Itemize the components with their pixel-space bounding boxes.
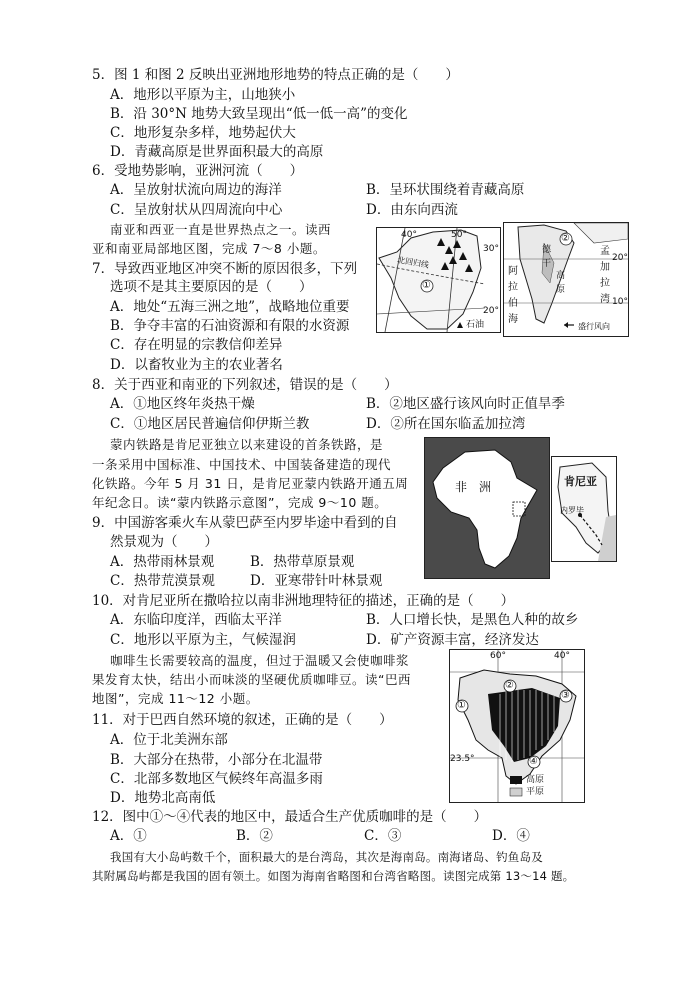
africa-map <box>424 437 550 579</box>
q8-stem: 8．关于西亚和南亚的下列叙述，错误的是（ ） <box>92 377 398 393</box>
west-asia-lat-30: 30° <box>483 244 499 254</box>
q5-stem: 5．图 1 和图 2 反映出亚洲地形地势的特点正确的是（ ） <box>92 67 459 83</box>
brazil-marker-1: ① <box>457 700 466 711</box>
plateau-legend-label: 高原 <box>526 775 545 785</box>
q10-option-b: B．人口增长快，是黑色人种的故乡 <box>366 612 579 628</box>
bay-of-bengal-char-1: 孟 <box>600 246 610 257</box>
bay-of-bengal-char-4: 湾 <box>600 294 610 305</box>
q12-option-a: A．① <box>110 828 147 844</box>
prevailing-wind-legend: 盛行风向 <box>578 322 610 331</box>
q7-option-c: C．存在明显的宗教信仰差异 <box>110 337 283 353</box>
q11-option-b: B．大部分在热带，小部分在北温带 <box>110 752 323 768</box>
plain-legend-label: 平原 <box>526 787 545 797</box>
intro-9-10-line4: 年纪念日。读“蒙内铁路示意图”，完成 9～10 题。 <box>92 495 388 510</box>
q11-option-d: D．地势北高南低 <box>110 790 216 806</box>
q9-option-b: B．热带草原景观 <box>250 554 355 570</box>
west-asia-lon-50: 50° <box>451 230 467 240</box>
q11-option-c: C．北部多数地区气候终年高温多雨 <box>110 771 323 787</box>
arabian-sea-char-3: 伯 <box>508 298 518 309</box>
intro-9-10-line1: 蒙内铁路是肯尼亚独立以来建设的首条铁路，是 <box>110 437 384 452</box>
intro-9-10-line3: 化铁路。今年 5 月 31 日，是肯尼亚蒙内铁路开通五周 <box>92 476 409 491</box>
intro-11-12-line3: 地图”，完成 11～12 小题。 <box>92 691 259 706</box>
south-asia-lat-10: 10° <box>612 297 628 307</box>
q6-stem: 6．受地势影响，亚洲河流（ ） <box>92 163 304 179</box>
south-asia-map <box>503 222 629 337</box>
q12-option-b: B．② <box>236 828 273 844</box>
south-asia-lat-20: 20° <box>612 253 628 263</box>
deccan-char-3: 高 <box>556 271 566 281</box>
kenya-inset-map <box>551 456 617 562</box>
brazil-lon-40: 40° <box>554 651 570 661</box>
deccan-char-1: 德 <box>542 245 552 255</box>
q7-option-b: B．争夺丰富的石油资源和有限的水资源 <box>110 318 350 334</box>
brazil-lat-23-5: 23.5° <box>450 754 475 764</box>
q9-option-a: A．热带雨林景观 <box>110 554 215 570</box>
q11-stem: 11．对于巴西自然环境的叙述，正确的是（ ） <box>92 712 393 728</box>
q11-option-a: A．位于北美洲东部 <box>110 732 228 748</box>
q7-stem-line2: 选项不是其主要原因的是（ ） <box>110 279 313 295</box>
brazil-lon-60: 60° <box>490 651 506 661</box>
intro-13-14-line2: 其附属岛屿都是我国的固有领土。如图为海南省略图和台湾省略图。读图完成第 13～14 题。 <box>92 869 575 883</box>
intro-9-10-line2: 一条采用中国标准、中国技术、中国装备建造的现代 <box>92 457 392 472</box>
region-2-label: ② <box>561 233 570 244</box>
arabian-sea-char-1: 阿 <box>508 266 518 277</box>
deccan-char-2: 干 <box>542 259 552 269</box>
q10-option-d: D．矿产资源丰富，经济发达 <box>366 632 539 648</box>
q8-option-c: C．①地区居民普遍信仰伊斯兰教 <box>110 416 310 432</box>
brazil-map <box>449 649 585 803</box>
q8-option-b: B．②地区盛行该风向时正值旱季 <box>366 396 565 412</box>
q9-stem-line2: 然景观为（ ） <box>110 534 218 550</box>
africa-label: 非 洲 <box>455 480 492 494</box>
bay-of-bengal-char-2: 加 <box>600 262 610 273</box>
arabian-sea-char-4: 海 <box>508 314 518 325</box>
bay-of-bengal-char-3: 拉 <box>600 278 610 289</box>
q12-option-d: D．④ <box>492 828 530 844</box>
intro-7-8-line1: 南亚和西亚一直是世界热点之一。读西 <box>110 222 332 237</box>
brazil-marker-3: ③ <box>561 690 570 701</box>
kenya-label: 肯尼亚 <box>564 475 597 488</box>
nairobi-label: 内罗毕 <box>560 506 584 515</box>
intro-7-8-line2: 亚和南亚局部地区图，完成 7～8 小题。 <box>92 241 326 256</box>
q9-option-c: C．热带荒漠景观 <box>110 573 215 589</box>
oil-legend-label: 石油 <box>466 320 485 330</box>
q5-option-d: D．青藏高原是世界面积最大的高原 <box>110 144 324 160</box>
q8-option-a: A．①地区终年炎热干燥 <box>110 396 255 412</box>
q5-option-a: A．地形以平原为主，山地狭小 <box>110 87 296 103</box>
west-asia-lon-40: 40° <box>401 230 417 240</box>
q6-option-c: C．呈放射状从四周流向中心 <box>110 202 283 218</box>
q6-option-d: D．由东向西流 <box>366 202 458 218</box>
q7-option-a: A．地处“五海三洲之地”，战略地位重要 <box>110 299 350 315</box>
q6-option-b: B．呈环状围绕着青藏高原 <box>366 182 525 198</box>
intro-11-12-line1: 咖啡生长需要较高的温度，但过于温暖又会使咖啡浆 <box>110 653 410 668</box>
q10-option-a: A．东临印度洋，西临太平洋 <box>110 612 282 628</box>
q8-option-d: D．②所在国东临孟加拉湾 <box>366 416 526 432</box>
arabian-sea-char-2: 拉 <box>508 282 518 293</box>
region-1-label: ① <box>422 280 431 291</box>
q10-option-c: C．地形以平原为主，气候湿润 <box>110 632 296 648</box>
q9-option-d: D．亚寒带针叶林景观 <box>250 573 383 589</box>
q12-option-c: C．③ <box>364 828 402 844</box>
q7-option-d: D．以畜牧业为主的农业著名 <box>110 357 283 373</box>
intro-11-12-line2: 果发育太快，结出小而味淡的坚硬优质咖啡豆。读“巴西 <box>92 672 411 687</box>
intro-13-14-line1: 我国有大小岛屿数千个，面积最大的是台湾岛，其次是海南岛。南海诸岛、钓鱼岛及 <box>110 850 543 864</box>
q10-stem: 10．对肯尼亚所在撒哈拉以南非洲地理特征的描述，正确的是（ ） <box>92 593 515 609</box>
q9-stem-line1: 9．中国游客乘火车从蒙巴萨至内罗毕途中看到的自 <box>92 515 398 531</box>
q6-option-a: A．呈放射状流向周边的海洋 <box>110 182 282 198</box>
q12-stem: 12．图中①～④代表的地区中，最适合生产优质咖啡的是（ ） <box>92 809 488 825</box>
west-asia-map <box>376 227 501 333</box>
brazil-marker-2: ② <box>505 680 514 691</box>
q7-stem-line1: 7．导致西亚地区冲突不断的原因很多，下列 <box>92 261 358 277</box>
tropic-label: 北回归线 <box>396 255 430 270</box>
q5-option-b: B．沿 30°N 地势大致呈现出“低一低一高”的变化 <box>110 106 408 122</box>
brazil-marker-4: ④ <box>529 756 538 767</box>
q5-option-c: C．地形复杂多样，地势起伏大 <box>110 125 296 141</box>
west-asia-lat-20: 20° <box>483 306 499 316</box>
deccan-char-4: 原 <box>556 285 566 295</box>
